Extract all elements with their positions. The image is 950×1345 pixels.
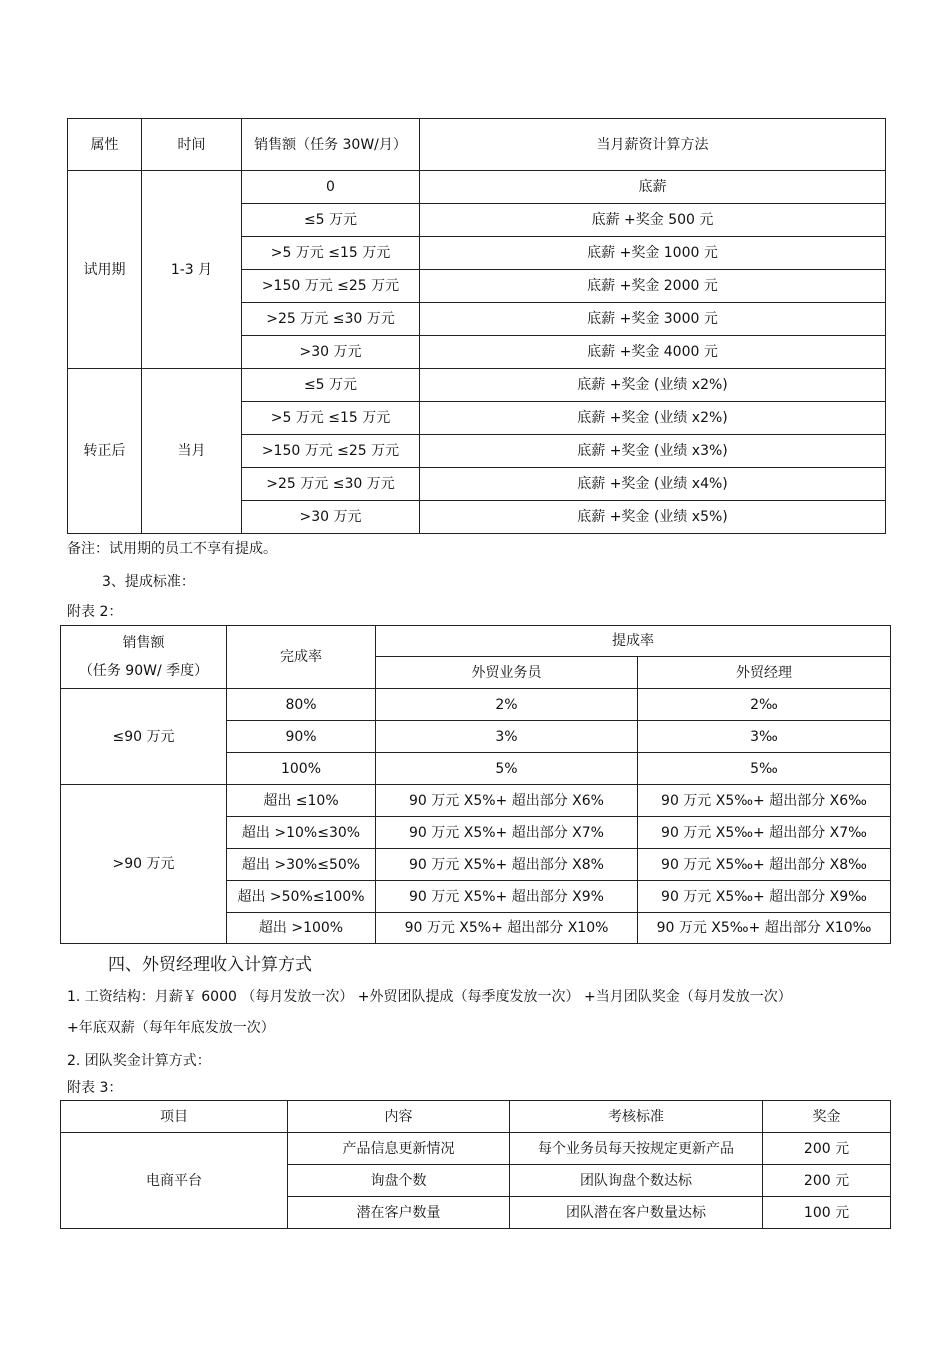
sales-cell: >5 万元 ≤15 万元 bbox=[242, 402, 420, 435]
manager-cell: 90 万元 X5‰+ 超出部分 X7‰ bbox=[638, 817, 891, 849]
salary-structure-line2: +年底双薪（每年年底发放一次） bbox=[67, 1020, 275, 1036]
rate-cell: 超出 ≤10% bbox=[227, 785, 376, 817]
sales-cell: >150 万元 ≤25 万元 bbox=[242, 435, 420, 468]
method-cell: 底薪 bbox=[420, 171, 886, 204]
group-label: >90 万元 bbox=[61, 785, 227, 944]
header-sales-line1: 销售额 bbox=[122, 635, 165, 651]
salary-table bbox=[67, 118, 886, 534]
table-header-row bbox=[61, 626, 891, 657]
method-cell: 底薪 +奖金 (业绩 x5%) bbox=[420, 501, 886, 534]
rate-cell: 超出 >30%≤50% bbox=[227, 849, 376, 881]
content-cell: 潜在客户数量 bbox=[288, 1197, 510, 1229]
commission-table bbox=[60, 625, 891, 944]
manager-cell: 90 万元 X5‰+ 超出部分 X9‰ bbox=[638, 881, 891, 913]
salesman-cell: 90 万元 X5%+ 超出部分 X9% bbox=[376, 881, 638, 913]
method-cell: 底薪 +奖金 (业绩 x2%) bbox=[420, 369, 886, 402]
sales-cell: >25 万元 ≤30 万元 bbox=[242, 468, 420, 501]
method-cell: 底薪 +奖金 (业绩 x2%) bbox=[420, 402, 886, 435]
table-row bbox=[68, 171, 886, 204]
regular-attr: 转正后 bbox=[68, 369, 142, 534]
header-method: 当月薪资计算方法 bbox=[420, 119, 886, 171]
table-row bbox=[68, 369, 886, 402]
header-manager: 外贸经理 bbox=[638, 657, 891, 689]
manager-cell: 2‰ bbox=[638, 689, 891, 721]
header-sales-line2: （任务 90W/ 季度） bbox=[78, 663, 209, 679]
header-content: 内容 bbox=[288, 1101, 510, 1133]
sales-cell: >30 万元 bbox=[242, 501, 420, 534]
sales-cell: ≤5 万元 bbox=[242, 204, 420, 237]
section-4-heading: 四、外贸经理收入计算方式 bbox=[108, 955, 312, 975]
sales-cell: >150 万元 ≤25 万元 bbox=[242, 270, 420, 303]
bonus-cell: 200 元 bbox=[763, 1133, 891, 1165]
manager-cell: 90 万元 X5‰+ 超出部分 X6‰ bbox=[638, 785, 891, 817]
header-sales bbox=[61, 626, 227, 689]
appendix-3-label: 附表 3： bbox=[67, 1080, 123, 1096]
header-criteria: 考核标准 bbox=[510, 1101, 763, 1133]
salesman-cell: 90 万元 X5%+ 超出部分 X7% bbox=[376, 817, 638, 849]
table-row bbox=[61, 1133, 891, 1165]
salesman-cell: 90 万元 X5%+ 超出部分 X6% bbox=[376, 785, 638, 817]
salesman-cell: 90 万元 X5%+ 超出部分 X10% bbox=[376, 913, 638, 944]
method-cell: 底薪 +奖金 2000 元 bbox=[420, 270, 886, 303]
team-bonus-table bbox=[60, 1100, 891, 1229]
group-label: ≤90 万元 bbox=[61, 689, 227, 785]
salary-structure-line1: 1. 工资结构：月薪￥ 6000 （每月发放一次） +外贸团队提成（每季度发放一次） +当月团队奖金（每月发放一次） bbox=[67, 989, 792, 1005]
group-label: 电商平台 bbox=[61, 1133, 288, 1229]
regular-time: 当月 bbox=[142, 369, 242, 534]
manager-cell: 5‰ bbox=[638, 753, 891, 785]
header-time: 时间 bbox=[142, 119, 242, 171]
bonus-cell: 200 元 bbox=[763, 1165, 891, 1197]
sales-cell: >25 万元 ≤30 万元 bbox=[242, 303, 420, 336]
header-item: 项目 bbox=[61, 1101, 288, 1133]
header-completion-rate: 完成率 bbox=[227, 626, 376, 689]
method-cell: 底薪 +奖金 3000 元 bbox=[420, 303, 886, 336]
table-header-row bbox=[68, 119, 886, 171]
salesman-cell: 2% bbox=[376, 689, 638, 721]
sales-cell: >5 万元 ≤15 万元 bbox=[242, 237, 420, 270]
manager-cell: 3‰ bbox=[638, 721, 891, 753]
salesman-cell: 5% bbox=[376, 753, 638, 785]
method-cell: 底薪 +奖金 500 元 bbox=[420, 204, 886, 237]
header-attribute: 属性 bbox=[68, 119, 142, 171]
header-salesman: 外贸业务员 bbox=[376, 657, 638, 689]
salesman-cell: 90 万元 X5%+ 超出部分 X8% bbox=[376, 849, 638, 881]
salesman-cell: 3% bbox=[376, 721, 638, 753]
table-row bbox=[61, 689, 891, 721]
method-cell: 底薪 +奖金 4000 元 bbox=[420, 336, 886, 369]
probation-time: 1-3 月 bbox=[142, 171, 242, 369]
manager-cell: 90 万元 X5‰+ 超出部分 X10‰ bbox=[638, 913, 891, 944]
criteria-cell: 每个业务员每天按规定更新产品 bbox=[510, 1133, 763, 1165]
manager-cell: 90 万元 X5‰+ 超出部分 X8‰ bbox=[638, 849, 891, 881]
rate-cell: 超出 >50%≤100% bbox=[227, 881, 376, 913]
content-cell: 产品信息更新情况 bbox=[288, 1133, 510, 1165]
method-cell: 底薪 +奖金 (业绩 x3%) bbox=[420, 435, 886, 468]
section-3-title: 3、提成标准： bbox=[102, 574, 195, 590]
header-sales: 销售额（任务 30W/月） bbox=[242, 119, 420, 171]
method-cell: 底薪 +奖金 1000 元 bbox=[420, 237, 886, 270]
table-header-row bbox=[61, 1101, 891, 1133]
sales-cell: ≤5 万元 bbox=[242, 369, 420, 402]
method-cell: 底薪 +奖金 (业绩 x4%) bbox=[420, 468, 886, 501]
probation-attr: 试用期 bbox=[68, 171, 142, 369]
criteria-cell: 团队询盘个数达标 bbox=[510, 1165, 763, 1197]
rate-cell: 90% bbox=[227, 721, 376, 753]
rate-cell: 100% bbox=[227, 753, 376, 785]
sales-cell: 0 bbox=[242, 171, 420, 204]
rate-cell: 超出 >100% bbox=[227, 913, 376, 944]
header-bonus: 奖金 bbox=[763, 1101, 891, 1133]
appendix-2-label: 附表 2： bbox=[67, 604, 123, 620]
rate-cell: 80% bbox=[227, 689, 376, 721]
sales-cell: >30 万元 bbox=[242, 336, 420, 369]
rate-cell: 超出 >10%≤30% bbox=[227, 817, 376, 849]
criteria-cell: 团队潜在客户数量达标 bbox=[510, 1197, 763, 1229]
table-row bbox=[61, 785, 891, 817]
note-text: 备注：试用期的员工不享有提成。 bbox=[67, 541, 277, 557]
header-commission-rate: 提成率 bbox=[376, 626, 891, 657]
team-bonus-title: 2. 团队奖金计算方式： bbox=[67, 1053, 211, 1069]
content-cell: 询盘个数 bbox=[288, 1165, 510, 1197]
bonus-cell: 100 元 bbox=[763, 1197, 891, 1229]
